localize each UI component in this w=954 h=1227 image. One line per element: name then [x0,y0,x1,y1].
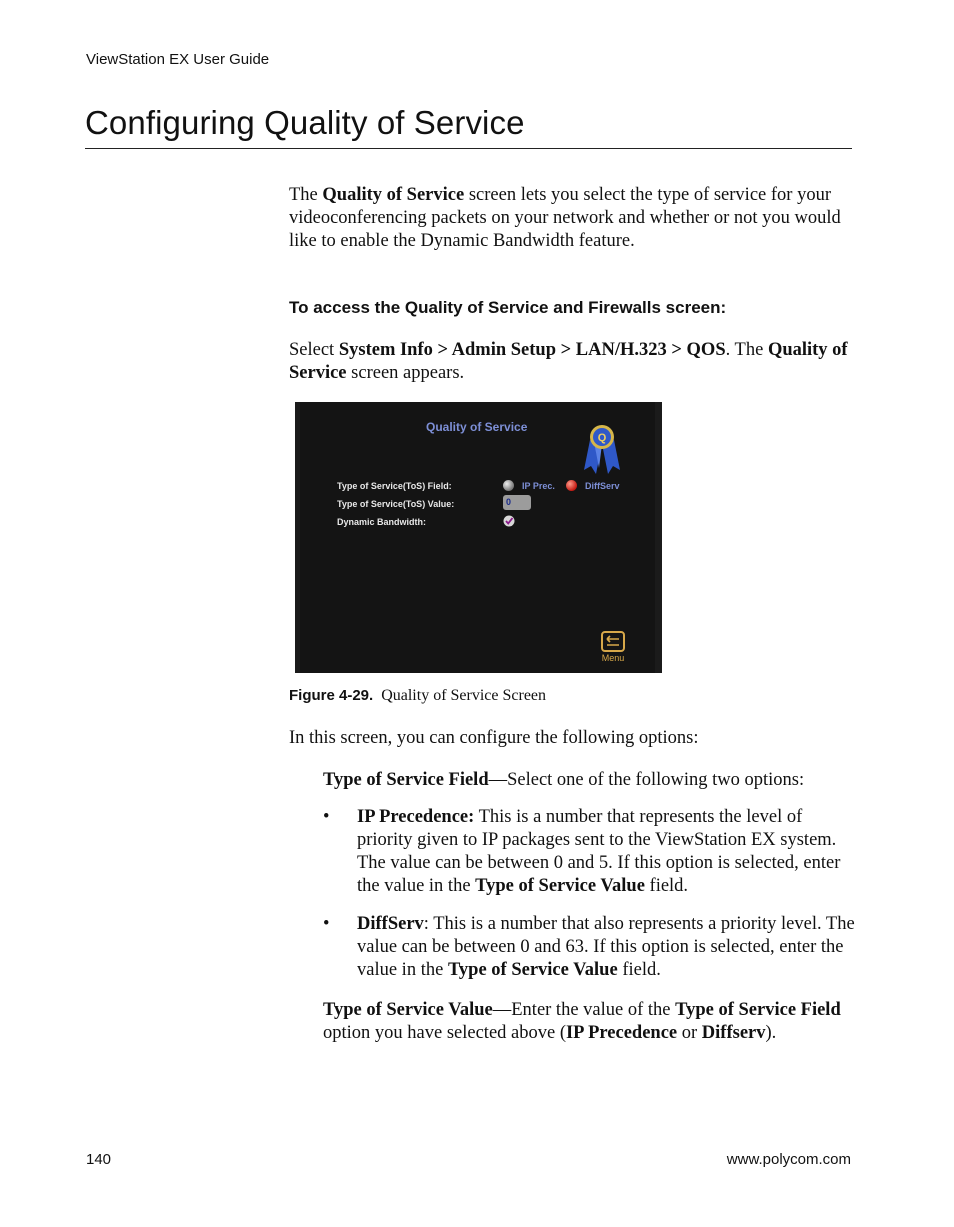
select-bold: Quality of Service [289,340,848,383]
bullet-marker: • [323,807,330,827]
bullet-marker: • [323,914,330,934]
page-title: Configuring Quality of Service [85,104,525,141]
tos-field-term: Type of Service Field [323,770,489,790]
ribbon-badge-icon [582,422,622,476]
bullet-text [357,913,857,982]
footer-url[interactable]: www.polycom.com [726,1151,851,1168]
dynamic-bandwidth-checkbox-icon[interactable] [503,515,515,527]
diffserv-option[interactable]: DiffServ [585,481,620,491]
options-intro: In this screen, you can configure the following options: [289,728,699,748]
select-text: Select [289,340,339,360]
bullet-bold: Type of Service Value [447,960,618,980]
diffserv-radio[interactable] [566,480,577,491]
bullet-body: : This is a number that also represents a priority level. The value can be between 0 and 63. If this option is selected, enter the value in the [357,914,855,980]
tos-value-label: Type of Service(ToS) Value: [337,499,455,509]
running-header: ViewStation EX User Guide [86,51,270,68]
bullet-text [357,806,857,898]
select-text-rest: screen appears. [346,363,465,383]
bullet-term: DiffServ [357,914,424,934]
screenshot-title: Quality of Service [426,420,528,434]
bullet-tail: field. [617,960,661,980]
tos-field-label: Type of Service(ToS) Field: [337,481,452,491]
intro-bold: Quality of Service [322,185,465,205]
tos-field-text: —Select one of the following two options: [488,770,805,790]
menu-button[interactable] [597,631,629,665]
tos-value-term: Type of Service Value [323,1000,493,1020]
menu-icon [601,631,625,652]
page-number: 140 [86,1151,112,1168]
select-paragraph [289,339,849,385]
ip-precedence-ref: IP Precedence [565,1023,678,1043]
menu-label: Menu [601,653,625,663]
menu-path: System Info > Admin Setup > LAN/H.323 > QOS [338,340,726,360]
intro-paragraph [289,184,854,253]
figure-caption [289,687,546,705]
bullet-bold: Type of Service Value [475,876,645,896]
tos-field-ref: Type of Service Field [675,1000,841,1020]
badge-letter: Q [597,432,607,444]
select-text-mid: . The [725,340,768,360]
tos-value-input[interactable]: 0 [503,495,531,510]
procedure-heading: To access the Quality of Service and Firewalls screen: [289,298,727,317]
intro-text: The [289,185,323,205]
tos-value-text-2: option you have selected above ( [323,1023,566,1043]
ip-prec-option[interactable]: IP Prec. [522,481,555,491]
tos-field-paragraph [323,769,863,792]
diffserv-ref: Diffserv [701,1023,766,1043]
bullet-body: This is a number that represents the level of priority given to IP packages sent to the ViewStation EX system. The value can be between 0 and 5. If this option is selected, enter the value in the [357,807,841,896]
ip-prec-radio[interactable] [503,480,514,491]
tos-value-paragraph [323,999,858,1045]
title-divider [85,148,852,149]
tos-value-text-3: or [677,1023,702,1043]
bullet-tail: field. [644,876,689,896]
screenshot-panel [300,402,655,673]
tos-value-text-4: ). [765,1023,777,1043]
bullet-term: IP Precedence: [357,807,475,827]
intro-text-rest: screen lets you select the type of service for your videoconferencing packets on your network and whether or not you would like to enable the Dynamic Bandwidth feature. [289,185,841,251]
tos-value-text: —Enter the value of the [492,1000,676,1020]
figure-number: Figure 4-29. [289,687,374,704]
figure-caption-text: Quality of Service Screen [381,687,547,704]
dynamic-bandwidth-label: Dynamic Bandwidth: [337,517,427,527]
qos-screenshot [295,402,662,673]
